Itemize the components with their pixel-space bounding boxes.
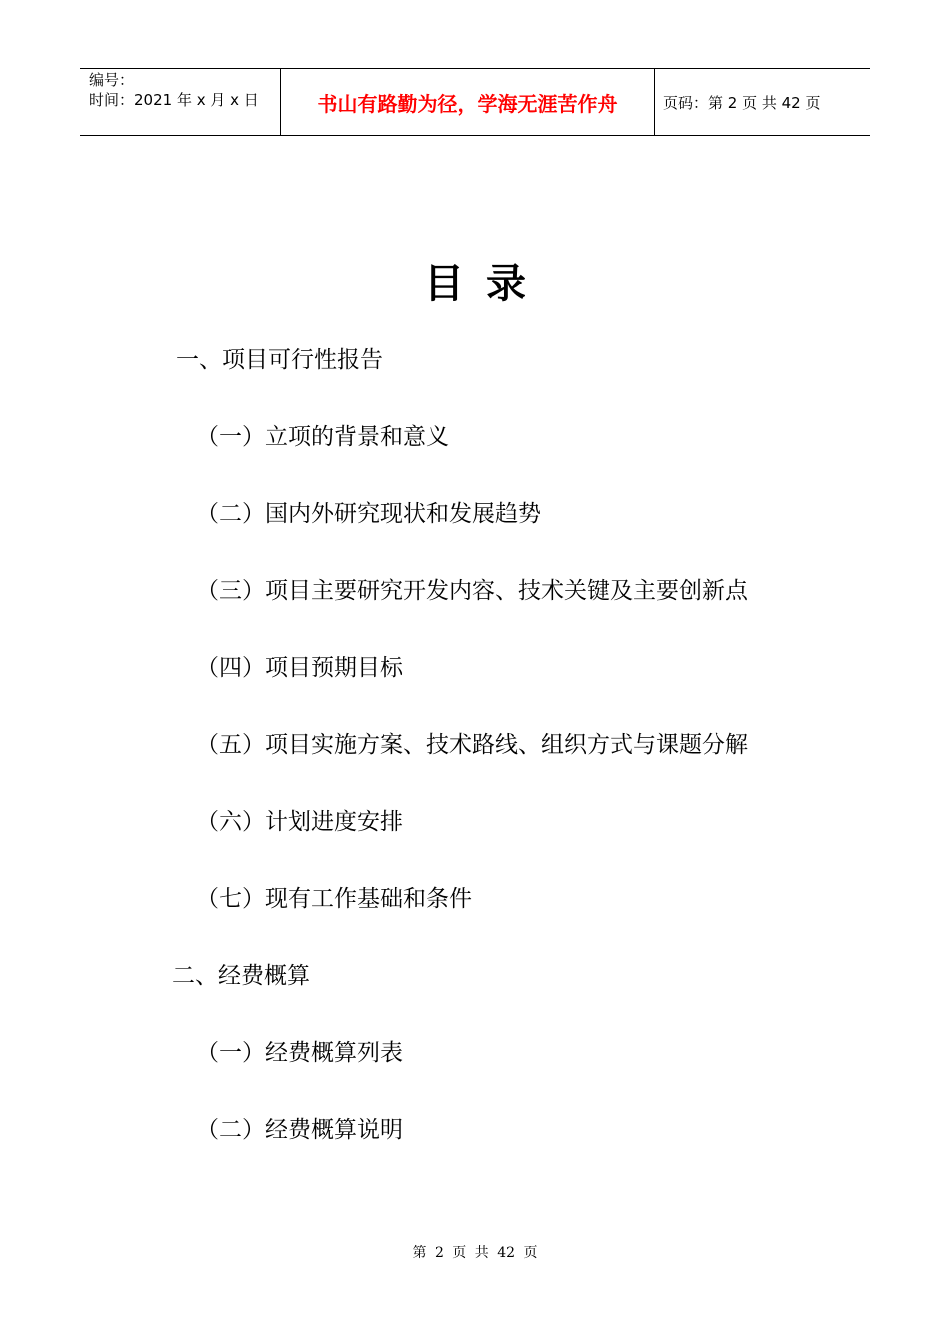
toc-item-2-1: （一）经费概算列表 xyxy=(196,1040,403,1066)
header-page-cell xyxy=(655,69,870,135)
header-motto-cell xyxy=(281,69,655,135)
toc-item-section-2: 二、经费概算 xyxy=(172,963,310,989)
toc-item-1-4: （四）项目预期目标 xyxy=(196,655,403,681)
toc-item-1-7: （七）现有工作基础和条件 xyxy=(196,886,472,912)
header-page-info: 页码：第 2 页 共 42 页 xyxy=(663,94,821,112)
toc-item-1-1: （一）立项的背景和意义 xyxy=(196,424,449,450)
header-motto: 书山有路勤为径，学海无涯苦作舟 xyxy=(317,92,618,116)
toc-item-1-3: （三）项目主要研究开发内容、技术关键及主要创新点 xyxy=(196,578,748,604)
toc-title: 目录 xyxy=(424,260,548,307)
toc-item-2-2: （二）经费概算说明 xyxy=(196,1117,403,1143)
document-header xyxy=(80,68,870,136)
header-meta-cell xyxy=(80,69,281,135)
toc-item-1-2: （二）国内外研究现状和发展趋势 xyxy=(196,501,541,527)
toc-item-section-1: 一、项目可行性报告 xyxy=(176,347,383,373)
header-date: 时间：2021 年 x 月 x 日 xyxy=(89,91,259,109)
toc-item-1-6: （六）计划进度安排 xyxy=(196,809,403,835)
page-footer: 第 2 页 共 42 页 xyxy=(412,1245,538,1261)
header-number-label: 编号： xyxy=(89,71,135,89)
toc-item-1-5: （五）项目实施方案、技术路线、组织方式与课题分解 xyxy=(196,732,748,758)
